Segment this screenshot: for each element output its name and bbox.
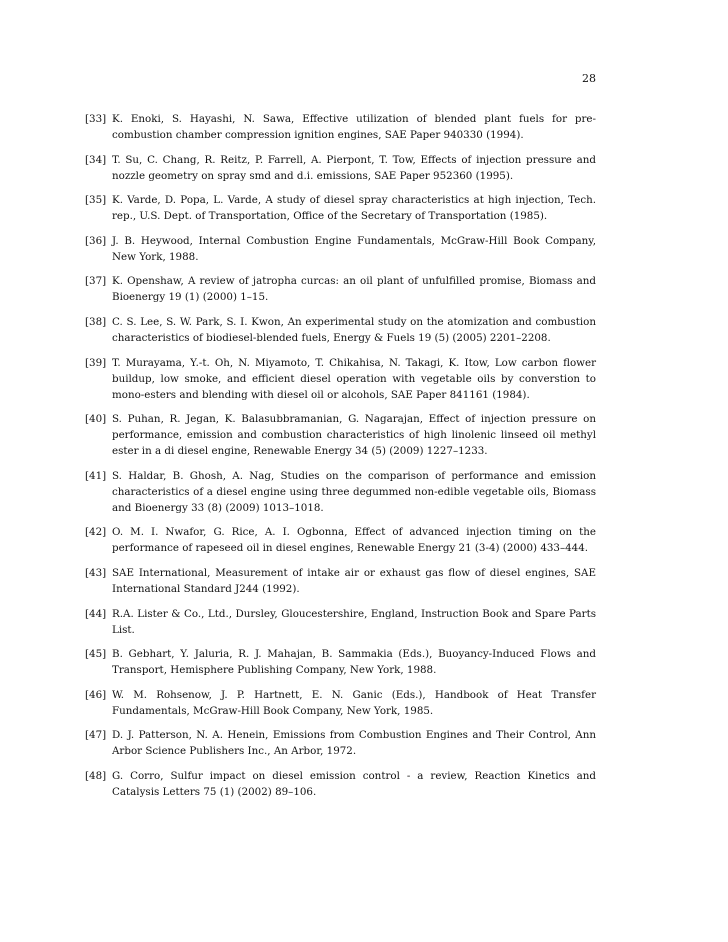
reference-item bbox=[85, 355, 596, 403]
reference-number: [48] bbox=[85, 769, 107, 782]
reference-text: SAE International, Measurement of intake air or exhaust gas flow of diesel engines, SAE International Standard J244 (1992). bbox=[112, 566, 596, 595]
reference-number: [34] bbox=[85, 153, 107, 166]
reference-item bbox=[85, 768, 596, 800]
reference-text: S. Haldar, B. Ghosh, A. Nag, Studies on the comparison of performance and emission characteristics of a diesel engine using three degummed non-edible vegetable oils, Biomass and Bioenergy 33 (8) (2009) 1013–1018. bbox=[112, 469, 596, 514]
reference-item bbox=[85, 273, 596, 305]
reference-number: [41] bbox=[85, 469, 107, 482]
reference-item bbox=[85, 524, 596, 556]
reference-item bbox=[85, 192, 596, 224]
reference-number: [36] bbox=[85, 234, 107, 247]
reference-text: K. Enoki, S. Hayashi, N. Sawa, Effective utilization of blended plant fuels for pre-combustion chamber compression ignition engines, SAE Paper 940330 (1994). bbox=[112, 113, 596, 141]
reference-number: [46] bbox=[85, 688, 107, 701]
page-number: 28 bbox=[582, 72, 596, 85]
reference-text: T. Murayama, Y.-t. Oh, N. Miyamoto, T. Chikahisa, N. Takagi, K. Itow, Low carbon flower buildup, low smoke, and efficient diesel operation with vegetable oils by converstion to mono-esters and blending with diesel oil or alcohols, SAE Paper 841161 (1984). bbox=[112, 356, 596, 401]
reference-number: [37] bbox=[85, 275, 107, 288]
reference-text: C. S. Lee, S. W. Park, S. I. Kwon, An experimental study on the atomization and combustion characteristics of biodiesel-blended fuels, Energy & Fuels 19 (5) (2005) 2201–2208. bbox=[112, 315, 596, 344]
reference-number: [38] bbox=[85, 315, 107, 328]
reference-item bbox=[85, 152, 596, 184]
reference-text: O. M. I. Nwafor, G. Rice, A. I. Ogbonna, Effect of advanced injection timing on the performance of rapeseed oil in diesel engines, Renewable Energy 21 (3-4) (2000) 433–444. bbox=[112, 526, 596, 555]
reference-item bbox=[85, 411, 596, 459]
reference-item bbox=[85, 111, 596, 143]
reference-text: D. J. Patterson, N. A. Henein, Emissions from Combustion Engines and Their Control, Ann Arbor Science Publishers Inc., An Arbor, 1972. bbox=[112, 729, 596, 758]
reference-number: [47] bbox=[85, 729, 107, 742]
reference-item bbox=[85, 468, 596, 516]
reference-item bbox=[85, 606, 596, 638]
reference-text: B. Gebhart, Y. Jaluria, R. J. Mahajan, B. Sammakia (Eds.), Buoyancy-Induced Flows and Transport, Hemisphere Publishing Company, New York, 1988. bbox=[112, 648, 596, 677]
reference-list bbox=[85, 111, 596, 809]
reference-item bbox=[85, 233, 596, 265]
reference-number: [43] bbox=[85, 566, 107, 579]
reference-number: [39] bbox=[85, 356, 107, 369]
reference-text: G. Corro, Sulfur impact on diesel emission control - a review, Reaction Kinetics and Catalysis Letters 75 (1) (2002) 89–106. bbox=[112, 769, 596, 798]
reference-number: [35] bbox=[85, 194, 107, 207]
reference-text: T. Su, C. Chang, R. Reitz, P. Farrell, A. Pierpont, T. Tow, Effects of injection pressure and nozzle geometry on spray smd and d.i. emissions, SAE Paper 952360 (1995). bbox=[112, 153, 596, 182]
reference-number: [33] bbox=[85, 113, 107, 125]
reference-text: S. Puhan, R. Jegan, K. Balasubbramanian, G. Nagarajan, Effect of injection pressure on performance, emission and combustion characteristics of high linolenic linseed oil methyl ester in a di diesel engine, Renewable Energy 34 (5) (2009) 1227–1233. bbox=[112, 413, 596, 458]
reference-text: W. M. Rohsenow, J. P. Hartnett, E. N. Ganic (Eds.), Handbook of Heat Transfer Fundamentals, McGraw-Hill Book Company, New York, 1985. bbox=[112, 688, 596, 717]
reference-number: [40] bbox=[85, 413, 107, 426]
reference-text: K. Varde, D. Popa, L. Varde, A study of diesel spray characteristics at high injection, Tech. rep., U.S. Dept. of Transportation, Office of the Secretary of Transportation (1985). bbox=[112, 194, 596, 223]
reference-number: [44] bbox=[85, 607, 107, 620]
reference-number: [42] bbox=[85, 526, 107, 539]
reference-text: K. Openshaw, A review of jatropha curcas: an oil plant of unfulfilled promise, Biomass and Bioenergy 19 (1) (2000) 1–15. bbox=[112, 275, 596, 304]
reference-text: J. B. Heywood, Internal Combustion Engine Fundamentals, McGraw-Hill Book Company, New York, 1988. bbox=[112, 234, 596, 263]
reference-text: R.A. Lister & Co., Ltd., Dursley, Gloucestershire, England, Instruction Book and Spare Parts List. bbox=[112, 607, 596, 636]
reference-item bbox=[85, 565, 596, 597]
reference-number: [45] bbox=[85, 648, 107, 661]
reference-item bbox=[85, 646, 596, 678]
reference-item bbox=[85, 727, 596, 759]
reference-item bbox=[85, 687, 596, 719]
reference-item bbox=[85, 314, 596, 346]
